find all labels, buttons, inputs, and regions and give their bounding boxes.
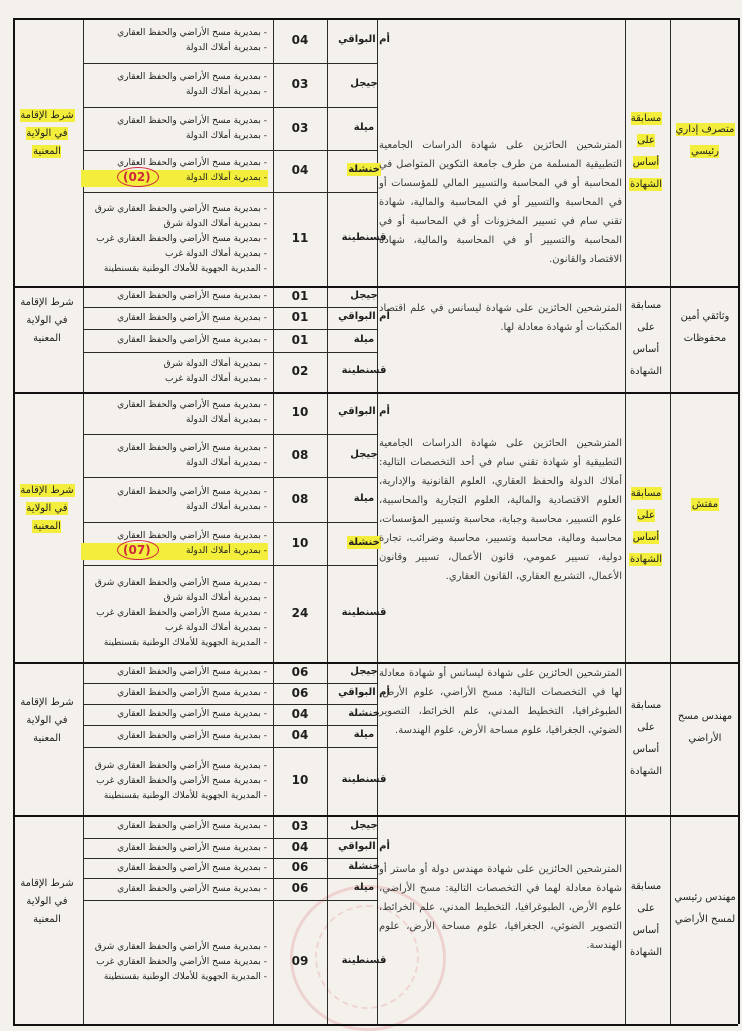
office-item: - بمديرية أملاك الدولة غرب bbox=[164, 374, 267, 384]
office-item: - بمديرية مسح الأراضي والحفظ العقاري شرق bbox=[94, 578, 267, 588]
post-count: 08 bbox=[291, 491, 309, 506]
handwritten-note: (02) bbox=[123, 170, 151, 184]
row-border bbox=[83, 565, 377, 566]
residence-condition: شرط الإقامة في الولاية المعنية bbox=[20, 485, 74, 532]
post-count: 04 bbox=[291, 706, 309, 721]
row-border bbox=[83, 107, 377, 108]
wilaya-name: خنشلة bbox=[348, 536, 380, 548]
row-border bbox=[13, 392, 738, 394]
office-list bbox=[82, 940, 267, 985]
row-border bbox=[13, 286, 738, 288]
office-item: - بمديرية مسح الأراضي والحفظ العقاري bbox=[117, 312, 267, 323]
row-border bbox=[83, 683, 377, 684]
office-list bbox=[82, 70, 267, 100]
eligibility-requirement: المترشحين الحائزين على شهادة مهندس دولة أو ماستر أو شهادة معادلة لهما في التخصصات التالية: مسح الأراضي، علوم الأرض، الطبوغرافيا، التخطيط المدني، علم الخرائط، التصوير الضوئي، الجغرافيا، علوم مساحة الأرض، علوم الهندسة. bbox=[379, 863, 622, 951]
office-list bbox=[82, 882, 267, 897]
wilaya-name: أم البواقي bbox=[338, 841, 390, 852]
job-grade: مهندس مسح الأراضي bbox=[677, 710, 733, 744]
office-item: - بمديرية مسح الأراضي والحفظ العقاري bbox=[117, 335, 267, 345]
residence-condition: شرط الإقامة في الولاية المعنية bbox=[20, 696, 74, 744]
job-grade: مفتش bbox=[691, 499, 719, 510]
office-list bbox=[82, 819, 267, 834]
row-border bbox=[83, 878, 377, 879]
job-grade: متصرف إداري رئيسي bbox=[675, 124, 735, 157]
post-count: 02 bbox=[291, 364, 309, 378]
residence-condition: شرط الإقامة في الولاية المعنية bbox=[20, 297, 74, 344]
eligibility-requirement: المترشحين الحائزين على شهادة الدراسات الجامعية التطبيقية أو شهادة تقني سام في أحد التخصصات التالية: أملاك الدولة والحفظ العقاري، العلوم القانونية والإدارية، العلوم الاقتصادية والمالية، العلوم التجارية والمحاسبية، علوم التسيير، محاسبة وجباية، محاسبة وتسيير المؤسسات، محاسبة ومالية، محاسبة وتسيير، محاسبة وضرائب، تجارة دولية، تسيير عمومي، قانون الأعمال، تسيير وقانون الأعمال، التشريع العقاري، القانون العقاري. bbox=[379, 438, 622, 582]
row-border bbox=[83, 900, 377, 901]
eligibility-requirement: المترشحين الحائزين على شهادة الدراسات الجامعية التطبيقية المسلمة من طرف جامعة التكوين المتواصل في المحاسبة أو في المحاسبة والتسيير المالي للمؤسسات أو في المحاسبة والتسيير أو في المحاسبة والمالية، شهادة تقني سام في تسيير المخزونات أو في المحاسبة أو في المحاسبة والتسيير أو في المحاسبة والمالية، شهادة الاقتصاد والقانون. bbox=[379, 140, 622, 265]
recruitment-mode: مسابقة على أساس الشهادة bbox=[629, 488, 663, 565]
column-border bbox=[738, 18, 740, 1024]
office-item: - بمديرية أملاك الدولة شرق bbox=[163, 218, 267, 229]
post-count: 06 bbox=[291, 664, 309, 679]
office-item: - بمديرية مسح الأراضي والحفظ العقاري bbox=[117, 842, 267, 853]
post-count: 04 bbox=[291, 728, 309, 742]
office-item: - بمديرية أملاك الدولة شرق bbox=[163, 359, 267, 369]
row-border bbox=[13, 18, 738, 20]
row-border bbox=[83, 522, 377, 523]
post-count: 01 bbox=[291, 310, 309, 324]
office-item: - بمديرية مسح الأراضي والحفظ العقاري bbox=[117, 883, 267, 894]
row-border bbox=[83, 838, 377, 839]
recruitment-mode: مسابقة على أساس الشهادة bbox=[629, 113, 663, 190]
wilaya-name: جيجل bbox=[350, 289, 378, 301]
wilaya-name: أم البواقي bbox=[338, 33, 390, 45]
post-count: 03 bbox=[291, 818, 309, 833]
wilaya-name: ميلة bbox=[353, 333, 375, 345]
recruitment-mode: مسابقة على أساس الشهادة bbox=[629, 699, 663, 777]
office-item: - بمديرية مسح الأراضي والحفظ العقاري bbox=[117, 291, 267, 301]
office-list bbox=[82, 114, 267, 144]
row-border bbox=[83, 725, 377, 726]
office-item: - المديرية الجهوية للأملاك الوطنية بقسنطينة bbox=[103, 263, 267, 274]
office-item: - بمديرية مسح الأراضي والحفظ العقاري شرق bbox=[94, 941, 267, 952]
wilaya-name: قسنطينة bbox=[341, 232, 387, 243]
office-item: - بمديرية مسح الأراضي والحفظ العقاري bbox=[117, 115, 267, 126]
office-item: - بمديرية أملاك الدولة bbox=[185, 415, 267, 425]
residence-condition: شرط الإقامة في الولاية المعنية bbox=[20, 877, 74, 925]
post-count: 10 bbox=[291, 535, 309, 550]
wilaya-name: أم البواقي bbox=[338, 406, 390, 417]
office-item: - بمديرية أملاك الدولة bbox=[82, 171, 267, 186]
office-list bbox=[82, 576, 267, 651]
office-list bbox=[82, 357, 267, 387]
office-list bbox=[82, 333, 267, 348]
post-count: 09 bbox=[291, 954, 309, 968]
office-list bbox=[82, 311, 267, 326]
office-item: - بمديرية مسح الأراضي والحفظ العقاري bbox=[117, 667, 267, 677]
office-item: - بمديرية مسح الأراضي والحفظ العقاري غرب bbox=[96, 233, 267, 244]
wilaya-name: ميلة bbox=[353, 492, 375, 504]
row-border bbox=[13, 662, 738, 664]
row-border bbox=[83, 477, 377, 478]
office-list bbox=[82, 156, 267, 186]
eligibility-requirement: المترشحين الحائزين على شهادة ليسانس في علم اقتصاد المكتبات أو شهادة معادلة لها. bbox=[379, 303, 622, 333]
row-border bbox=[13, 815, 738, 817]
office-list bbox=[82, 861, 267, 876]
office-item: - بمديرية أملاك الدولة غرب bbox=[164, 623, 267, 633]
office-item: - بمديرية مسح الأراضي والحفظ العقاري bbox=[117, 821, 267, 831]
office-list bbox=[82, 398, 267, 428]
job-grade: مهندس رئيسي لمسح الأراضي bbox=[674, 891, 736, 925]
office-item: - بمديرية مسح الأراضي والحفظ العقاري شرق bbox=[94, 760, 267, 771]
office-list bbox=[82, 686, 267, 701]
post-count: 04 bbox=[291, 840, 309, 854]
office-list bbox=[82, 441, 267, 471]
office-list bbox=[82, 26, 267, 56]
post-count: 24 bbox=[291, 605, 309, 620]
office-list bbox=[82, 485, 267, 515]
wilaya-name: قسنطينة bbox=[341, 365, 387, 376]
post-count: 10 bbox=[291, 405, 309, 419]
wilaya-name: خنشلة bbox=[348, 861, 380, 872]
post-count: 06 bbox=[291, 881, 309, 895]
wilaya-name: أم البواقي bbox=[338, 311, 390, 322]
office-item: - بمديرية مسح الأراضي والحفظ العقاري bbox=[117, 486, 267, 497]
office-item: - المديرية الجهوية للأملاك الوطنية بقسنطينة bbox=[103, 638, 267, 648]
office-item: - بمديرية مسح الأراضي والحفظ العقاري bbox=[117, 442, 267, 453]
row-border bbox=[83, 858, 377, 859]
wilaya-name: قسنطينة bbox=[341, 606, 387, 618]
row-border bbox=[83, 434, 377, 435]
office-item: - بمديرية أملاك الدولة bbox=[185, 501, 267, 512]
office-item: - بمديرية مسح الأراضي والحفظ العقاري bbox=[117, 730, 267, 741]
row-border bbox=[83, 192, 377, 193]
handwritten-oval bbox=[117, 167, 159, 187]
office-item: - بمديرية مسح الأراضي والحفظ العقاري bbox=[117, 862, 267, 873]
post-count: 01 bbox=[291, 332, 309, 347]
office-item: - بمديرية مسح الأراضي والحفظ العقاري bbox=[117, 158, 267, 168]
post-count: 01 bbox=[291, 288, 309, 303]
office-item: - بمديرية مسح الأراضي والحفظ العقاري bbox=[117, 709, 267, 719]
post-count: 08 bbox=[291, 447, 309, 462]
eligibility-requirement: المترشحين الحائزين على شهادة ليسانس أو شهادة معادلة لها في التخصصات التالية: مسح الأراضي، علوم الأرض، الطبوغرافيا، التخطيط المدني، علم الخرائط، التصوير الضوئي، الجغرافيا، علوم مساحة الأرض، علوم الهندسة. bbox=[379, 667, 622, 736]
wilaya-name: أم البواقي bbox=[338, 686, 390, 698]
post-count: 04 bbox=[291, 32, 309, 47]
office-item: - بمديرية مسح الأراضي والحفظ العقاري bbox=[117, 400, 267, 410]
office-list bbox=[82, 289, 267, 304]
row-border bbox=[83, 63, 377, 64]
office-item: - بمديرية أملاك الدولة bbox=[185, 457, 267, 468]
wilaya-name: ميلة bbox=[353, 121, 375, 133]
office-item: - بمديرية أملاك الدولة غرب bbox=[164, 248, 267, 259]
office-item: - المديرية الجهوية للأملاك الوطنية بقسنطينة bbox=[103, 790, 267, 801]
office-list bbox=[82, 707, 267, 722]
wilaya-name: قسنطينة bbox=[341, 955, 387, 966]
wilaya-name: ميلة bbox=[353, 882, 375, 893]
office-item: - بمديرية مسح الأراضي والحفظ العقاري bbox=[117, 530, 267, 541]
office-item: - بمديرية أملاك الدولة bbox=[82, 544, 267, 559]
office-item: - بمديرية مسح الأراضي والحفظ العقاري شرق bbox=[94, 203, 267, 214]
wilaya-name: قسنطينة bbox=[341, 774, 387, 785]
post-count: 03 bbox=[291, 120, 309, 135]
handwritten-note: (07) bbox=[123, 542, 151, 557]
office-list bbox=[82, 841, 267, 856]
wilaya-name: ميلة bbox=[353, 729, 375, 740]
office-item: - بمديرية مسح الأراضي والحفظ العقاري bbox=[117, 688, 267, 698]
row-border bbox=[83, 150, 377, 151]
column-border bbox=[327, 18, 328, 1024]
office-item: - بمديرية مسح الأراضي والحفظ العقاري bbox=[117, 27, 267, 38]
office-item: - بمديرية مسح الأراضي والحفظ العقاري غرب bbox=[96, 956, 267, 967]
job-grade: وثائقي أمين محفوظات bbox=[680, 311, 730, 344]
post-count: 06 bbox=[291, 860, 309, 874]
residence-condition: شرط الإقامة في الولاية المعنية bbox=[20, 110, 74, 157]
office-item: - بمديرية مسح الأراضي والحفظ العقاري غرب bbox=[96, 608, 267, 618]
row-border bbox=[83, 307, 377, 308]
recruitment-mode: مسابقة على أساس الشهادة bbox=[629, 300, 663, 377]
office-list bbox=[82, 759, 267, 804]
office-item: - بمديرية مسح الأراضي والحفظ العقاري غرب bbox=[96, 775, 267, 786]
row-border bbox=[13, 1024, 738, 1026]
office-item: - بمديرية أملاك الدولة bbox=[185, 87, 267, 97]
office-item: - بمديرية أملاك الدولة bbox=[185, 42, 267, 53]
post-count: 06 bbox=[291, 685, 309, 700]
post-count: 10 bbox=[291, 773, 309, 787]
wilaya-name: خنشلة bbox=[348, 164, 380, 175]
wilaya-name: جيجل bbox=[350, 78, 378, 89]
office-list bbox=[82, 729, 267, 744]
handwritten-oval bbox=[117, 540, 159, 560]
office-list bbox=[82, 202, 267, 277]
office-list bbox=[82, 665, 267, 680]
post-count: 11 bbox=[291, 231, 309, 245]
column-border bbox=[670, 18, 671, 1024]
office-item: - بمديرية أملاك الدولة شرق bbox=[163, 593, 267, 603]
post-count: 03 bbox=[291, 77, 309, 91]
office-item: - المديرية الجهوية للأملاك الوطنية بقسنطينة bbox=[103, 971, 267, 982]
row-border bbox=[83, 704, 377, 705]
wilaya-name: خنشلة bbox=[348, 707, 380, 719]
row-border bbox=[83, 747, 377, 748]
office-item: - بمديرية مسح الأراضي والحفظ العقاري bbox=[117, 72, 267, 82]
row-border bbox=[83, 352, 377, 353]
wilaya-name: جيجل bbox=[350, 665, 378, 677]
wilaya-name: جيجل bbox=[350, 448, 378, 460]
office-item: - بمديرية أملاك الدولة bbox=[185, 130, 267, 141]
post-count: 04 bbox=[291, 163, 309, 177]
office-list bbox=[82, 529, 267, 559]
row-border bbox=[83, 329, 377, 330]
wilaya-name: جيجل bbox=[350, 819, 378, 831]
recruitment-mode: مسابقة على أساس الشهادة bbox=[629, 880, 663, 958]
